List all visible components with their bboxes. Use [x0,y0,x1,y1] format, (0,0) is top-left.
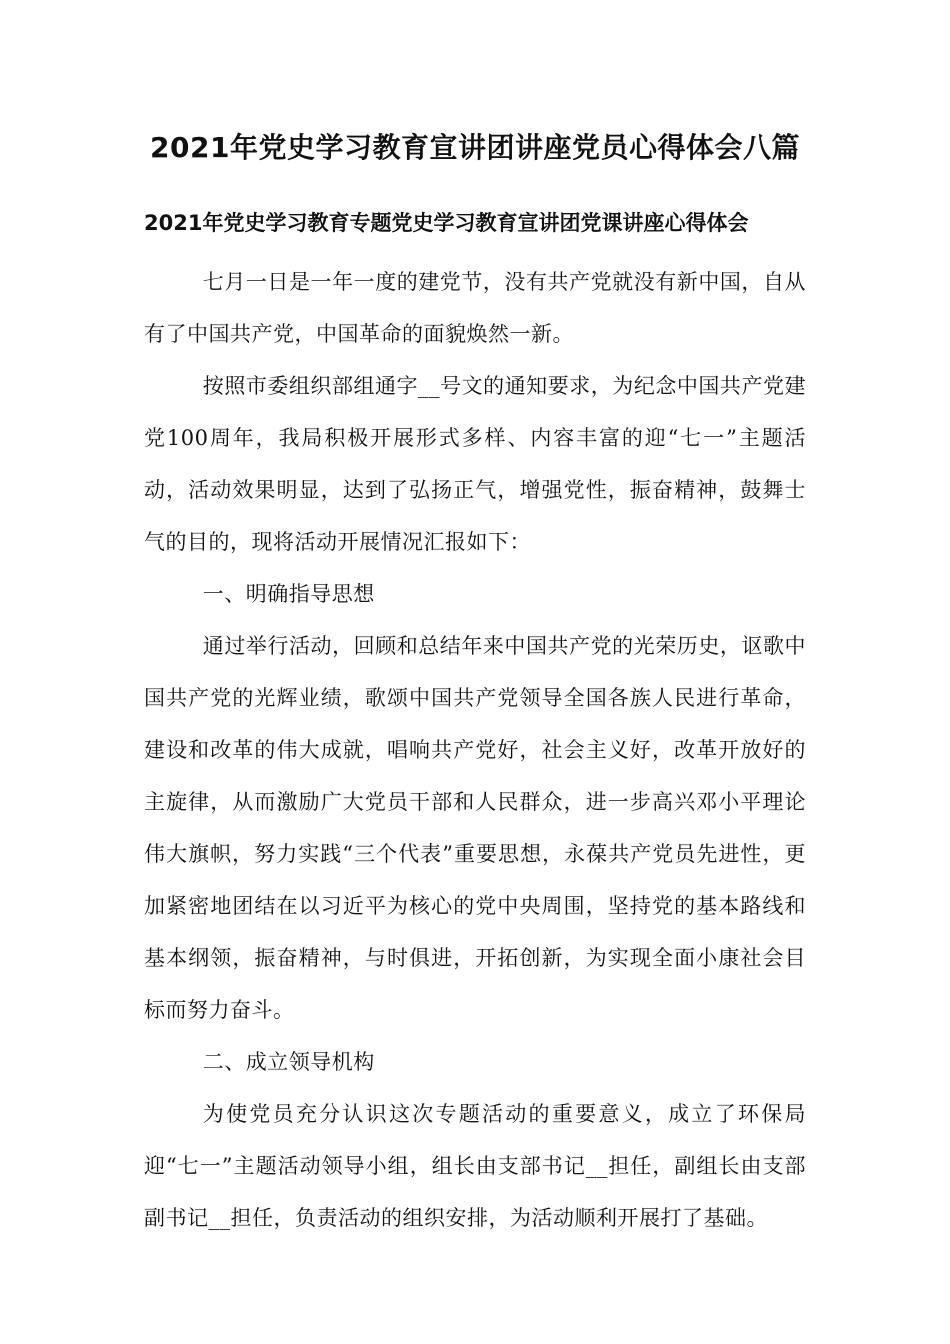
document-title: 2021年党史学习教育宣讲团讲座党员心得体会八篇 [150,131,800,164]
paragraph-leadership: 为使党员充分认识这次专题活动的重要意义，成立了环保局迎“七一”主题活动领导小组，组长由支部书记__担任，副组长由支部副书记__担任，负责活动的组织安排，为活动顺利开展打了基础。 [144,1102,806,1230]
section-heading-leadership: 二、成立领导机构 [202,1050,375,1074]
section-heading-guiding-thought: 一、明确指导思想 [202,582,375,606]
paragraph-intro: 七月一日是一年一度的建党节，没有共产党就没有新中国，自从有了中国共产党，中国革命的面貌焕然一新。 [144,270,806,346]
paragraph-notice: 按照市委组织部组通字__号文的通知要求，为纪念中国共产党建党100周年，我局积极开展形式多样、内容丰富的迎“七一”主题活动，活动效果明显，达到了弘扬正气，增强党性，振奋精神，鼓舞士气的目的，现将活动开展情况汇报如下： [144,374,806,554]
document-body [144,256,806,1244]
paragraph-guiding-thought: 通过举行活动，回顾和总结年来中国共产党的光荣历史，讴歌中国共产党的光辉业绩，歌颂中国共产党领导全国各族人民进行革命，建设和改革的伟大成就，唱响共产党好，社会主义好，改革开放好的主旋律，从而激励广大党员干部和人民群众，进一步高兴邓小平理论伟大旗帜，努力实践“三个代表”重要思想，永葆共产党员先进性，更加紧密地团结在以习近平为核心的党中央周围，坚持党的基本路线和基本纲领，振奋精神，与时俱进，开拓创新，为实现全面小康社会目标而努力奋斗。 [144,634,806,1022]
document-subtitle: 2021年党史学习教育专题党史学习教育宣讲团党课讲座心得体会 [144,211,749,235]
